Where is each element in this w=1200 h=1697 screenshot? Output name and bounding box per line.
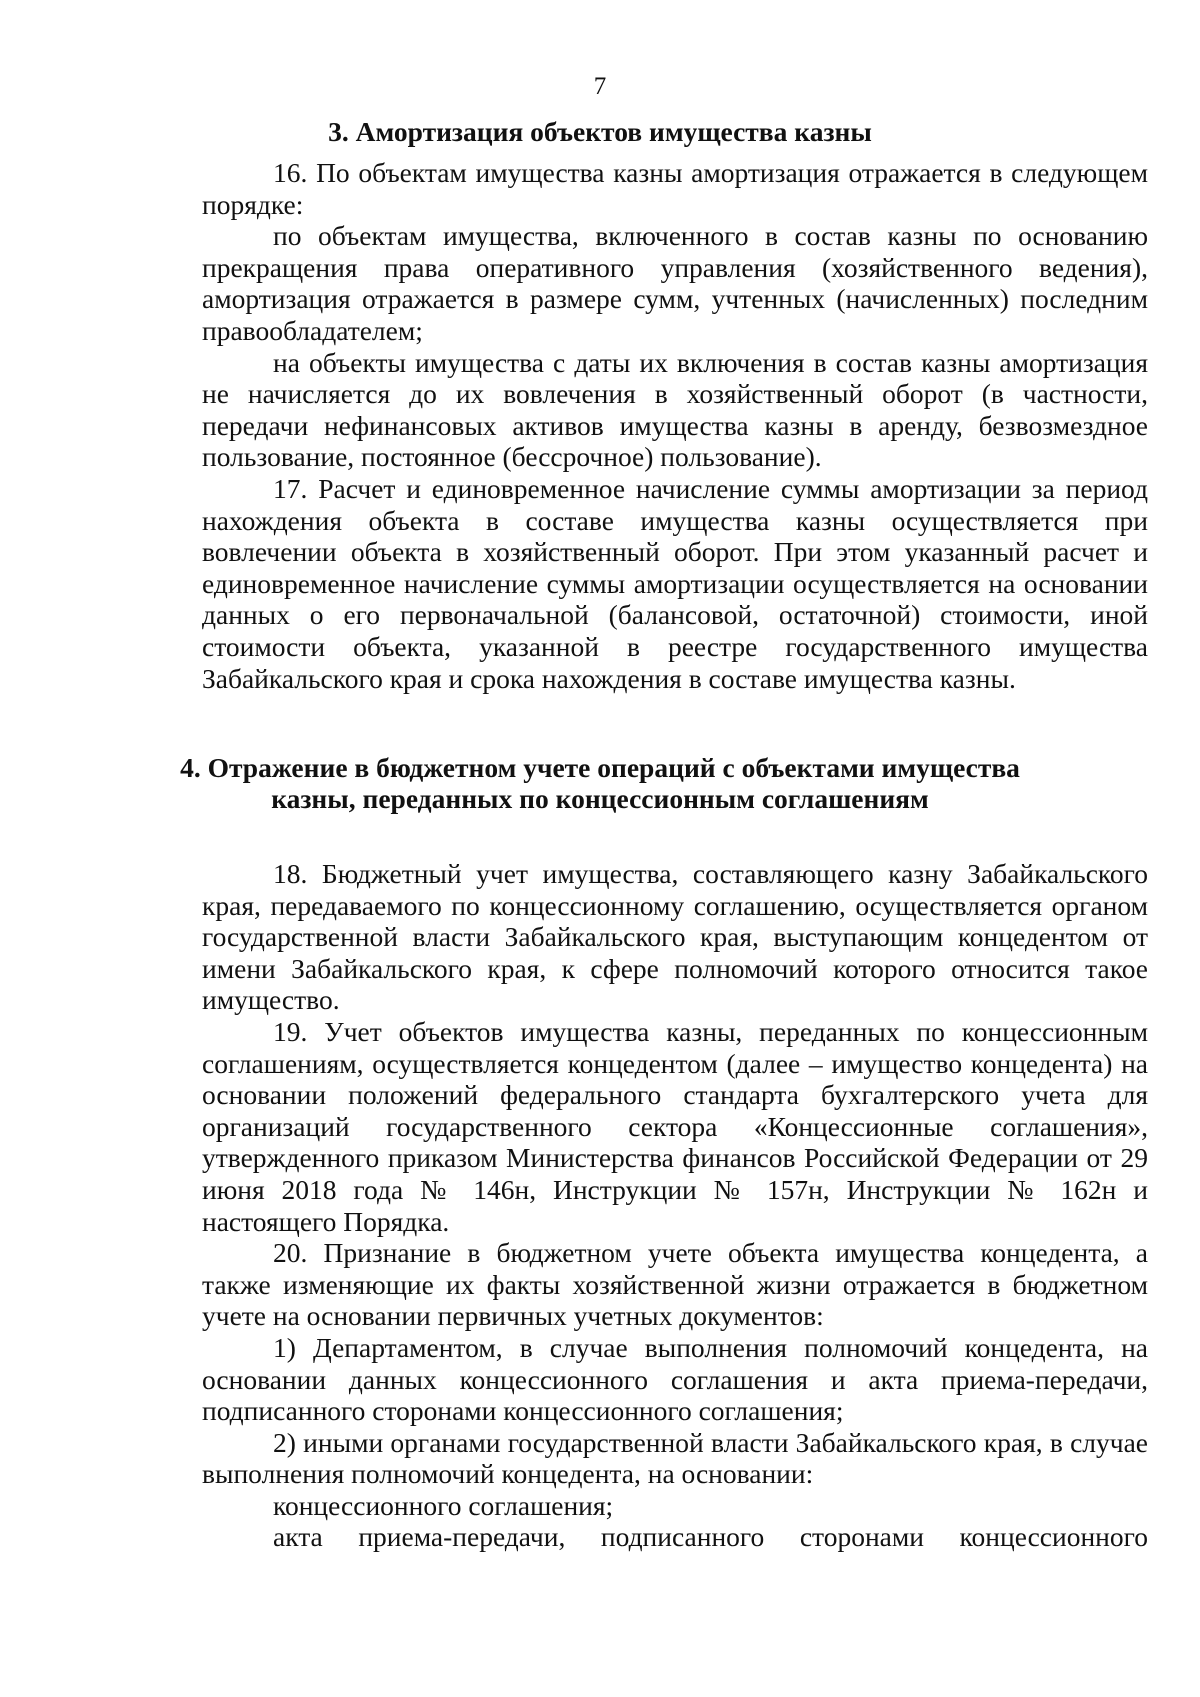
- section-4-body: [202, 858, 1148, 1553]
- paragraph-20-item-1: 1) Департаментом, в случае выполнения полномочий концедента, на основании данных концессионного соглашения и акта приема-передачи, подписанного сторонами концессионного соглашения;: [202, 1331, 1148, 1427]
- paragraph-19: 19. Учет объектов имущества казны, переданных по концессионным соглашениям, осуществляется концедентом (далее – имущество концедента) на основании положений федерального стандарта бухгалтерского учета для организаций государственного сектора «Концессионные соглашения», утвержденного приказом Министерства финансов Российской Федерации от 29 июня 2018 года № 146н, Инструкции № 157н, Инструкции № 162н и настоящего Порядка.: [202, 1015, 1148, 1237]
- page-number: 7: [593, 73, 607, 100]
- paragraph-16-item-1: по объектам имущества, включенного в состав казны по основанию прекращения права оперативного управления (хозяйственного ведения), амортизация отражается в размере сумм, учтенных (начисленных) последним правообладателем;: [202, 220, 1148, 346]
- paragraph-17: 17. Расчет и единовременное начисление суммы амортизации за период нахождения объекта в составе имущества казны осуществляется при вовлечении объекта в хозяйственный оборот. При этом указанный расчет и единовременное начисление суммы амортизации осуществляется на основании данных о его первоначальной (балансовой, остаточной) стоимости, иной стоимости объекта, указанной в реестре государственного имущества Забайкальского края и срока нахождения в составе имущества казны.: [202, 472, 1148, 694]
- paragraph-20: 20. Признание в бюджетном учете объекта имущества концедента, а также изменяющие их факты хозяйственной жизни отражается в бюджетном учете на основании первичных учетных документов:: [202, 1237, 1148, 1332]
- section-3-heading: 3. Амортизация объектов имущества казны: [328, 116, 872, 147]
- paragraph-16: 16. По объектам имущества казны амортизация отражается в следующем порядке:: [202, 157, 1148, 220]
- paragraph-20-item-2-b: акта приема-передачи, подписанного сторонами концессионного: [273, 1521, 1148, 1553]
- paragraph-18: 18. Бюджетный учет имущества, составляющего казну Забайкальского края, передаваемого по концессионному соглашению, осуществляется органом государственной власти Забайкальского края, выступающим концедентом от имени Забайкальского края, к сфере полномочий которого относится такое имущество.: [202, 858, 1148, 1016]
- section-4-heading: [150, 752, 1050, 814]
- paragraph-16-item-2: на объекты имущества с даты их включения в состав казны амортизация не начисляется до их вовлечения в хозяйственный оборот (в частности, передачи нефинансовых активов имущества казны в аренду, безвозмездное пользование, постоянное (бессрочное) пользование).: [202, 346, 1148, 473]
- section-4-heading-line-1: 4. Отражение в бюджетном учете операций с объектами имущества: [180, 752, 1020, 783]
- section-4-heading-line-2: казны, переданных по концессионным соглашениям: [271, 783, 929, 814]
- paragraph-20-item-2-a: концессионного соглашения;: [273, 1489, 614, 1521]
- paragraph-20-item-2: 2) иными органами государственной власти Забайкальского края, в случае выполнения полномочий концедента, на основании:: [202, 1426, 1148, 1490]
- section-3-body: [202, 157, 1148, 694]
